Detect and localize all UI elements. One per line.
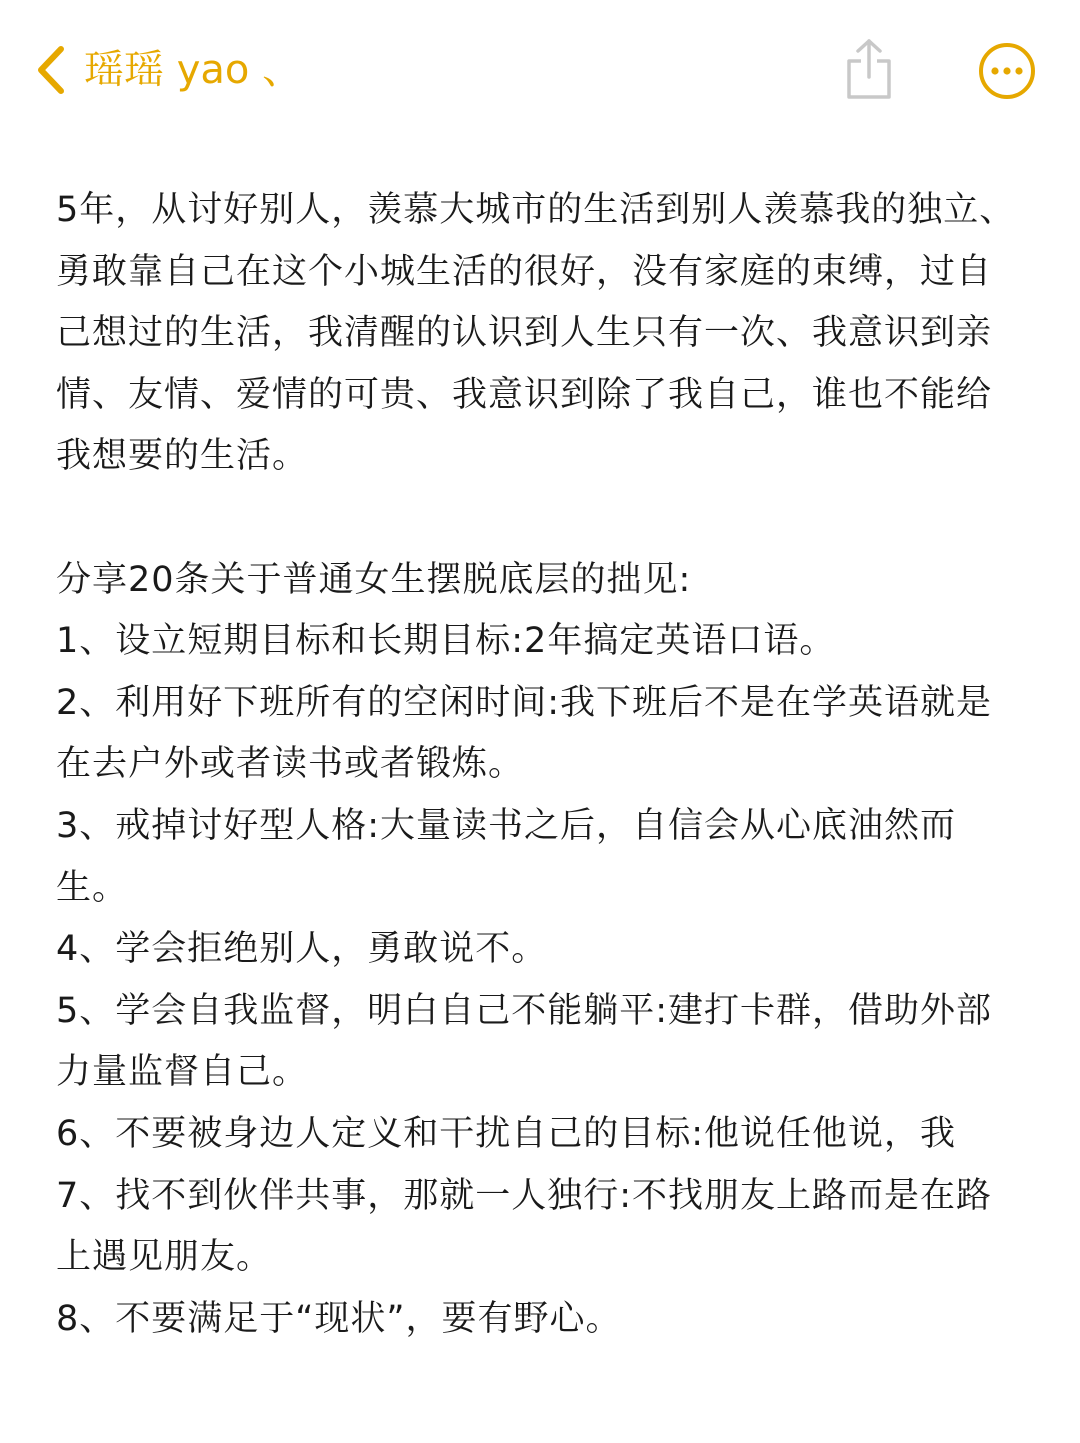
list-item: 2、利用好下班所有的空闲时间:我下班后不是在学英语就是在去户外或者读书或者锻炼。 [56, 682, 993, 785]
chevron-left-icon [33, 45, 67, 95]
paragraph-spacer [56, 488, 1016, 550]
list-item: 5、学会自我监督，明白自己不能躺平:建打卡群，借助外部力量监督自己。 [56, 990, 993, 1093]
list-item: 7、找不到伙伴共事，那就一人独行:不找朋友上路而是在路上遇见朋友。 [56, 1175, 993, 1278]
more-options-button[interactable] [976, 40, 1038, 102]
note-title: 瑶瑶 yao 、 [84, 47, 303, 93]
back-button[interactable] [28, 44, 72, 96]
ellipsis-circle-icon [977, 41, 1037, 101]
list-item: 8、不要满足于“现状”，要有野心。 [56, 1298, 622, 1339]
share-icon [843, 37, 895, 101]
list-item: 3、戒掉讨好型人格:大量读书之后，自信会从心底油然而生。 [56, 805, 957, 908]
list-item: 6、不要被身边人定义和干扰自己的目标:他说任他说，我 [56, 1113, 957, 1154]
share-button[interactable] [838, 34, 900, 104]
list-item: 1、设立短期目标和长期目标:2年搞定英语口语。 [56, 621, 836, 662]
note-heading: 分享20条关于普通女生摆脱底层的拙见: [56, 559, 692, 600]
navigation-bar [0, 0, 1080, 140]
list-item: 4、学会拒绝别人，勇敢说不。 [56, 929, 548, 970]
note-body[interactable] [56, 180, 1016, 1350]
note-intro-paragraph: 5年，从讨好别人，羡慕大城市的生活到别人羡慕我的独立、勇敢靠自己在这个小城生活的很好，没有家庭的束缚，过自己想过的生活，我清醒的认识到人生只有一次、我意识到亲情、友情、爱情的可贵、我意识到除了我自己，谁也不能给我想要的生活。 [56, 190, 1016, 477]
